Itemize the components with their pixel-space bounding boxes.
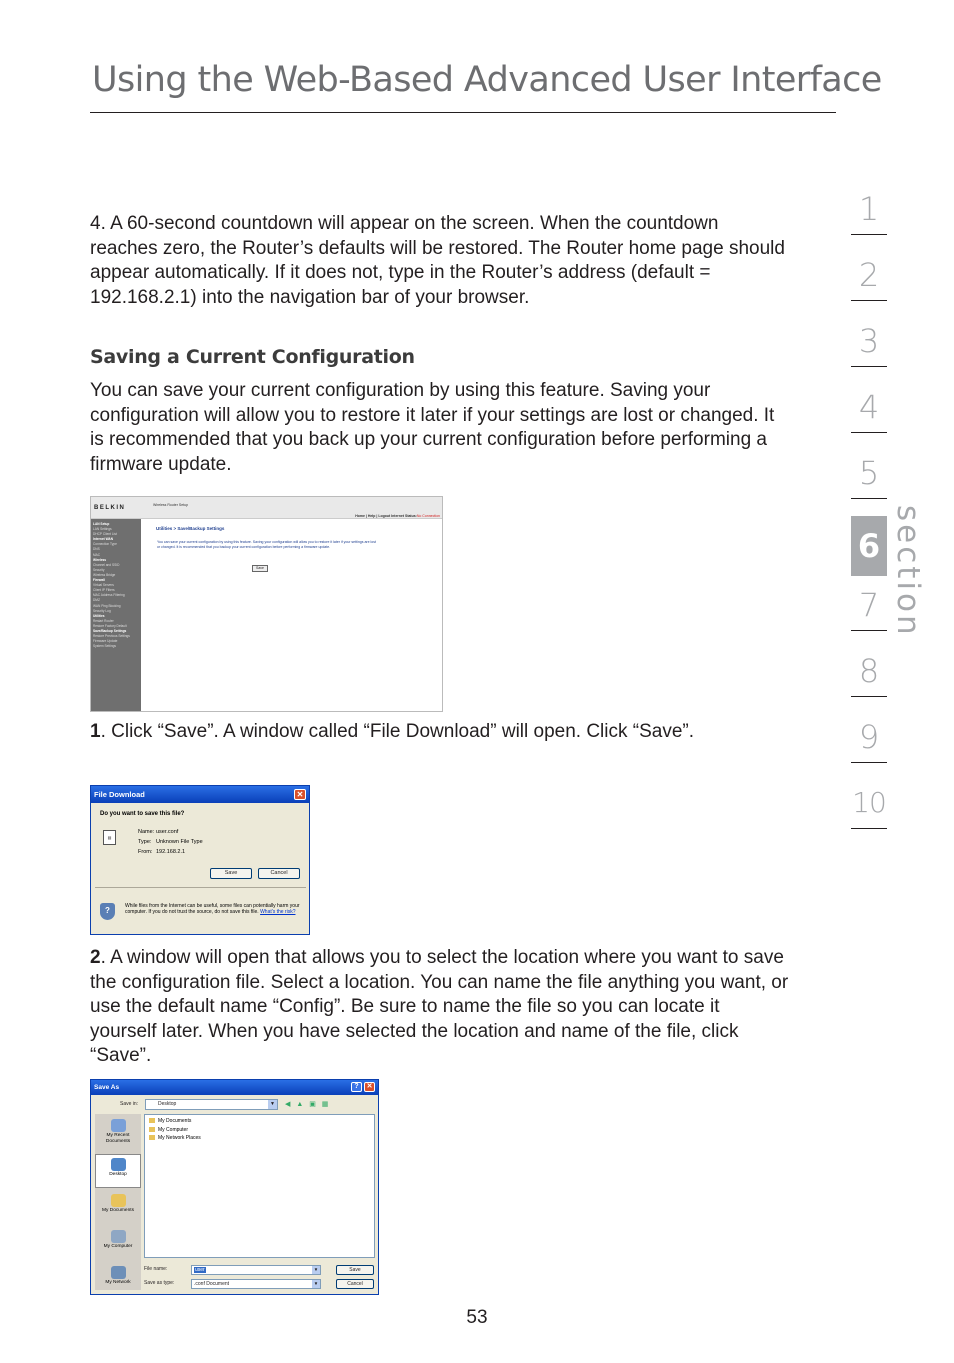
shield-icon: ? (100, 903, 115, 920)
network-icon (111, 1266, 126, 1279)
file-from-row (138, 849, 185, 855)
router-save-button[interactable]: Save (252, 565, 268, 572)
router-sidebar-item[interactable]: Security (93, 567, 105, 572)
router-sidebar-item[interactable]: Save/Backup Settings (93, 628, 127, 633)
section-nav-rule (851, 630, 887, 631)
section-nav-number: 8 (858, 652, 880, 690)
file-name-label: Name: (138, 829, 155, 835)
recent-documents-icon (111, 1119, 126, 1132)
belkin-logo: BELKIN (94, 505, 126, 511)
router-sidebar-item[interactable]: Channel and SSID (93, 562, 120, 567)
list-item[interactable]: My Computer (149, 1126, 370, 1135)
place-my-computer-label: My Computer (103, 1244, 133, 1249)
save-in-label: Save in: (120, 1101, 139, 1107)
router-ui-screenshot (90, 496, 443, 712)
save-as-title: Save As (94, 1084, 120, 1091)
paragraph-countdown: 4. A 60-second countdown will appear on the screen. When the countdown reaches zero, the Router’s defaults will be restored. The Router home page should appear automatically. If it does not, type in the Router’s address (default = 192.168.2.1) into the navigation bar of your browser. (90, 213, 785, 308)
page-number: 53 (466, 1307, 488, 1328)
section-label: section (890, 505, 926, 638)
file-type-value: Unknown File Type (156, 839, 203, 845)
section-nav-item-7[interactable] (851, 582, 887, 648)
section-nav-item-8[interactable] (851, 648, 887, 714)
save-as-titlebar (91, 1080, 378, 1095)
router-product-title: Wireless Router Setup (153, 503, 189, 507)
internet-status: No Connection (416, 514, 440, 518)
section-nav-item-2[interactable] (851, 252, 887, 318)
file-type-label: Type: (138, 839, 152, 845)
file-from-value: 192.168.2.1 (156, 849, 186, 855)
section-nav-rule (851, 300, 887, 301)
section-nav-number: 5 (858, 454, 880, 492)
router-sidebar-item[interactable]: LAN Setup (93, 522, 110, 526)
section-nav-rule (851, 696, 887, 697)
chevron-down-icon[interactable]: ▼ (313, 1267, 319, 1272)
router-sidebar-item[interactable]: WAN Ping Blocking (93, 603, 121, 608)
router-sidebar-item[interactable]: Firewall (93, 578, 105, 583)
section-nav-number: 1 (858, 190, 880, 228)
close-icon[interactable]: ✕ (364, 1082, 375, 1092)
toolbar-icons[interactable]: ◀ ▲ ▣ ▦ (285, 1101, 331, 1108)
warning-text: While files from the Internet can be useful, some files can potentially harm your computer. If you do not trust the source, do not save this file. (125, 903, 300, 916)
save-as-dialog (90, 1079, 379, 1295)
router-sidebar-item[interactable]: MAC (93, 552, 101, 557)
help-icon[interactable]: ? (351, 1082, 362, 1092)
router-sidebar-item[interactable]: DHCP Client List (93, 532, 117, 537)
section-nav-item-10[interactable] (851, 780, 887, 846)
section-nav-item-3[interactable] (851, 318, 887, 384)
section-nav-item-6[interactable] (851, 516, 887, 582)
section-nav-item-5[interactable] (851, 450, 887, 516)
file-download-title: File Download (94, 790, 145, 799)
file-name-row (138, 829, 178, 835)
save-in-value: Desktop (158, 1101, 177, 1107)
router-sidebar-item[interactable]: LAN Settings (93, 527, 112, 532)
file-list[interactable] (144, 1114, 375, 1258)
download-warning (125, 903, 305, 915)
step-2-text (90, 946, 790, 1069)
chevron-down-icon[interactable]: ▼ (313, 1281, 319, 1286)
router-breadcrumb: Utilities > Save/Backup Settings (156, 526, 225, 531)
step-1-text (90, 720, 790, 745)
router-sidebar-item[interactable]: Internet WAN (93, 537, 114, 542)
folder-icon (111, 1194, 126, 1207)
section-nav-rule (851, 366, 887, 367)
place-my-computer[interactable] (95, 1230, 141, 1250)
list-item[interactable]: My Network Places (149, 1134, 370, 1143)
router-topbar (91, 497, 443, 519)
router-sidebar-item[interactable]: Wireless Bridge (93, 572, 116, 577)
step-2-body: . A window will open that allows you to select the location where you want to save the configuration file. Select a location. You can name the file anything you want, or use the default name “Config”. Be sure to name the file so you can locate it yourself later. When you have selected the location and name of the file, click “Save”. (90, 947, 789, 1066)
section-nav-rule (851, 432, 887, 433)
step-2-number: 2 (90, 947, 101, 968)
desktop-icon (111, 1158, 126, 1171)
file-name-input[interactable] (191, 1265, 321, 1275)
page-title: Using the Web-Based Advanced User Interface (92, 60, 882, 100)
router-sidebar-item[interactable]: Restore Factory Default (93, 623, 127, 628)
router-top-links[interactable] (355, 514, 440, 518)
section-nav-number: 2 (858, 256, 880, 294)
section-nav-number: 9 (858, 718, 880, 756)
router-top-links-text[interactable]: Home | Help | Logout Internet Status: (355, 514, 417, 518)
section-nav-rule (851, 828, 887, 829)
router-sidebar-item[interactable]: DMZ (93, 598, 100, 603)
save-button[interactable]: Save (336, 1265, 374, 1275)
save-question: Do you want to save this file? (100, 811, 185, 817)
place-desktop-label: Desktop (109, 1172, 127, 1177)
section-nav-number: 6 (851, 516, 887, 576)
paragraph-save-config: You can save your current configuration by using this feature. Saving your configuration will allow you to restore it later if your settings are lost or changed. It is recommended that you back up your current configuration before performing a firmware update. (90, 380, 775, 475)
file-type-row (138, 839, 203, 845)
router-sidebar-item[interactable]: Restore Previous Settings (93, 634, 130, 639)
file-from-label: From: (138, 849, 153, 855)
router-sidebar-item[interactable]: Firmware Update (93, 639, 118, 644)
section-nav-item-1[interactable] (851, 186, 887, 252)
router-sidebar-item[interactable]: MAC Address Filtering (93, 593, 125, 598)
close-icon[interactable]: ✕ (294, 789, 306, 800)
title-rule (90, 112, 836, 113)
save-type-label: Save as type: (144, 1280, 175, 1286)
places-bar (95, 1114, 141, 1290)
list-item[interactable]: My Documents (149, 1117, 370, 1126)
router-sidebar-item[interactable]: Connection Type (93, 542, 117, 547)
file-name-label: File name: (144, 1266, 168, 1272)
router-sidebar-item[interactable]: Virtual Servers (93, 583, 114, 588)
place-desktop[interactable] (95, 1154, 141, 1188)
cancel-button[interactable]: Cancel (258, 868, 300, 879)
cancel-button[interactable]: Cancel (336, 1279, 374, 1289)
section-nav (851, 186, 887, 846)
router-sidebar-item[interactable]: DNS (93, 547, 100, 552)
router-sidebar-item[interactable]: Security Log (93, 608, 111, 613)
file-name-value: user.conf (156, 829, 179, 835)
router-sidebar-item[interactable]: Client IP Filters (93, 588, 115, 593)
router-sidebar-item[interactable]: Restart Router (93, 618, 114, 623)
section-heading: Saving a Current Configuration (90, 346, 415, 368)
router-sidebar-item[interactable]: Utilities (93, 613, 105, 618)
step-1-body: . Click “Save”. A window called “File Download” will open. Click “Save”. (100, 721, 695, 742)
section-nav-rule (851, 498, 887, 499)
save-button[interactable]: Save (210, 868, 252, 879)
save-type-select[interactable] (191, 1279, 321, 1289)
place-my-network-label: My Network (105, 1280, 131, 1285)
router-sidebar-item[interactable]: Wireless (93, 557, 107, 562)
place-my-documents-label: My Documents (102, 1208, 134, 1213)
save-type-value: .conf Document (194, 1281, 230, 1287)
section-nav-number: 4 (858, 388, 880, 426)
section-nav-number: 10 (852, 786, 886, 819)
file-download-dialog (90, 785, 310, 935)
router-description: You can save your current configuration by using this feature. Saving your configuration will allow you to restore it later if your settings are lost or changed. It is recommended that you backup your current configuration before performing a firmware update. (157, 540, 376, 549)
section-nav-rule (851, 762, 887, 763)
section-nav-item-9[interactable] (851, 714, 887, 780)
place-my-documents[interactable] (95, 1194, 141, 1214)
router-sidebar (91, 519, 141, 712)
file-name-input-value: user (195, 1267, 205, 1273)
place-recent-label: My Recent Documents (105, 1133, 131, 1144)
file-download-titlebar (91, 786, 309, 803)
section-nav-rule (851, 234, 887, 235)
section-nav-number: 3 (858, 322, 880, 360)
place-my-network[interactable] (95, 1266, 141, 1286)
section-nav-number: 7 (858, 586, 880, 624)
section-nav-item-4[interactable] (851, 384, 887, 450)
computer-icon (111, 1230, 126, 1243)
file-icon: ▤ (103, 830, 116, 845)
step-1-number: 1 (90, 721, 101, 742)
router-sidebar-item[interactable]: System Settings (93, 644, 117, 649)
place-recent[interactable] (95, 1119, 141, 1144)
chevron-down-icon[interactable]: ▼ (268, 1100, 277, 1109)
risk-link[interactable]: What's the risk? (260, 909, 296, 916)
dialog-divider (95, 887, 306, 888)
save-in-select[interactable] (145, 1099, 278, 1110)
